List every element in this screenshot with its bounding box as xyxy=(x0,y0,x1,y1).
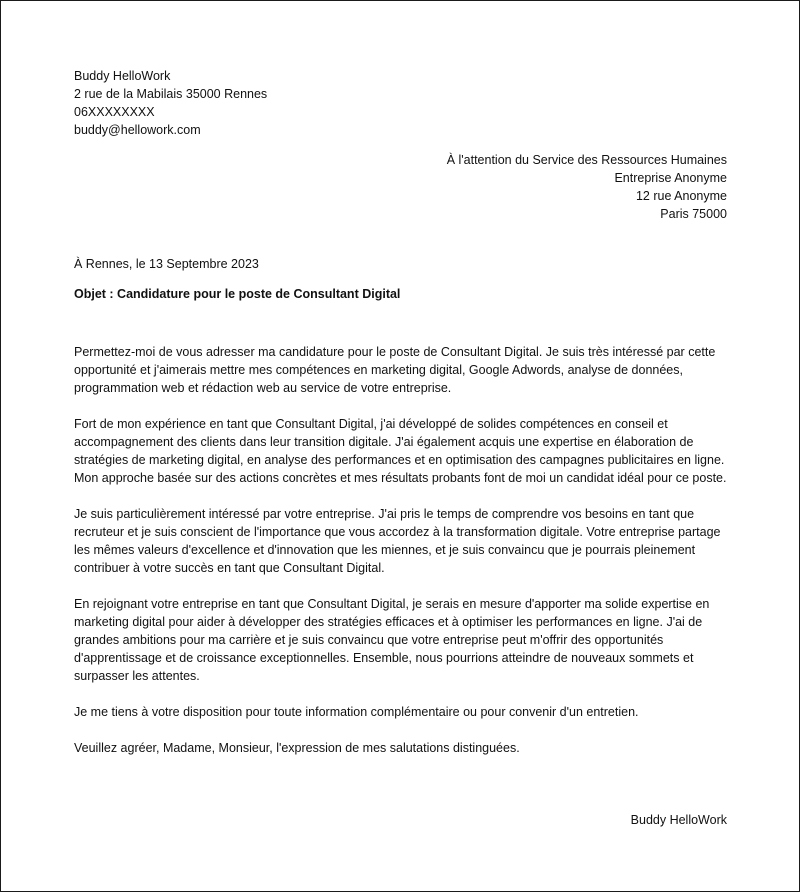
body-paragraph: Permettez-moi de vous adresser ma candidature pour le poste de Consultant Digital. Je suis très intéressé par cette opportunité et j'aimerais mettre mes compétences en marketing digital, Google Adwords, analyse de données, programmation web et rédaction web au service de votre entreprise. xyxy=(74,345,716,395)
recipient-company: Entreprise Anonyme xyxy=(614,171,727,185)
recipient-city: Paris 75000 xyxy=(660,207,727,221)
letter-body xyxy=(74,343,730,775)
signature: Buddy HelloWork xyxy=(630,813,727,827)
sender-phone: 06XXXXXXXX xyxy=(74,105,155,119)
closing-paragraph: Veuillez agréer, Madame, Monsieur, l'expression de mes salutations distinguées. xyxy=(74,741,520,755)
sender-address: 2 rue de la Mabilais 35000 Rennes xyxy=(74,87,268,101)
letter-subject: Objet : Candidature pour le poste de Consultant Digital xyxy=(74,287,401,301)
body-paragraph: En rejoignant votre entreprise en tant que Consultant Digital, je serais en mesure d'apporter ma solide expertise en marketing digital pour aider à développer des stratégies efficaces et à optimiser les performances en ligne. J'ai de grandes ambitions pour ma carrière et je suis convaincu que votre entreprise peut m'offrir des opportunités d'apprentissage et de croissance exceptionnelles. Ensemble, nous pourrions atteindre de nouveaux sommets et surpasser les attentes. xyxy=(74,597,710,683)
sender-name: Buddy HelloWork xyxy=(74,69,171,83)
sender-email: buddy@hellowork.com xyxy=(74,123,201,137)
recipient-street: 12 rue Anonyme xyxy=(635,189,727,203)
place-date: À Rennes, le 13 Septembre 2023 xyxy=(74,257,259,271)
recipient-block xyxy=(307,151,727,223)
body-paragraph: Fort de mon expérience en tant que Consultant Digital, j'ai développé de solides compétences en conseil et accompagnement des clients dans leur transition digitale. J'ai également acquis une expertise en élaboration de stratégies de marketing digital, en analyse des performances et en optimisation des campagnes publicitaires en ligne. Mon approche basée sur des actions concrètes et mes résultats probants font de moi un candidat idéal pour ce poste. xyxy=(74,417,727,485)
body-paragraph: Je me tiens à votre disposition pour toute information complémentaire ou pour convenir d'un entretien. xyxy=(74,705,639,719)
recipient-attention: À l'attention du Service des Ressources Humaines xyxy=(446,153,727,167)
sender-block xyxy=(74,67,474,139)
body-paragraph: Je suis particulièrement intéressé par votre entreprise. J'ai pris le temps de comprendre vos besoins en tant que recruteur et je suis conscient de l'importance que vous accordez à la transformation digitale. Votre entreprise partage les mêmes valeurs d'excellence et d'innovation que les miennes, et je suis convaincu que je pourrais pleinement contribuer à votre succès en tant que Consultant Digital. xyxy=(74,507,721,575)
